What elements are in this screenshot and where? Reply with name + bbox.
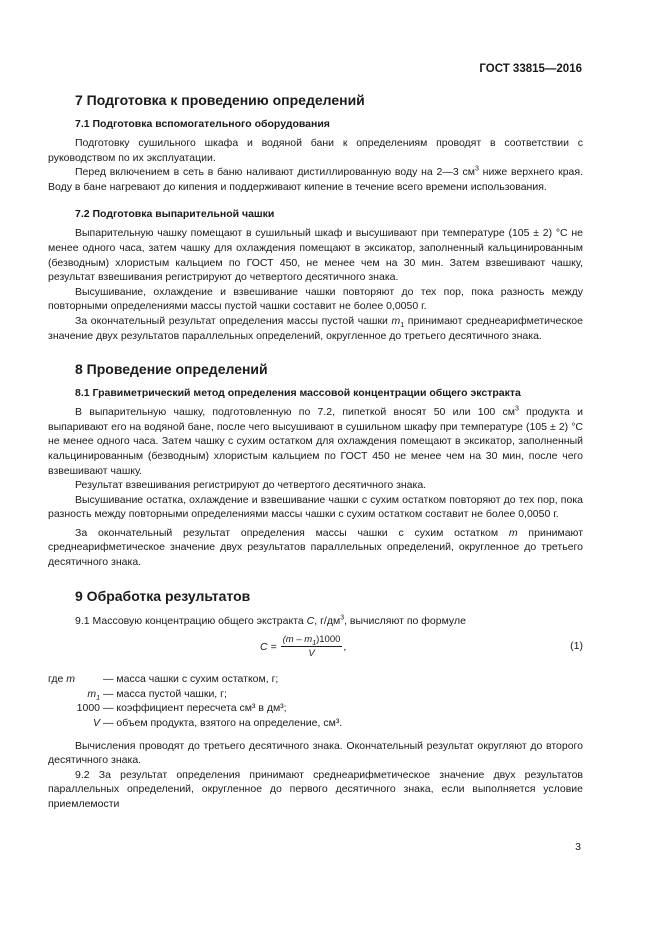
legend-row: 1000 — коэффициент пересчета см³ в дм³; xyxy=(76,702,287,715)
page-number: 3 xyxy=(575,841,581,853)
paragraph: Выпарительную чашку помещают в сушильный шкаф и высушивают при температуре (105 ± 2) °С не менее одного часа, затем чашку для охлаждения помещают в эксикатор, заполненный кальцинированным (безводным) хлористым кальцием по ГОСТ 450, не менее чем на 30 мин. Затем взвешивают чашку, результат взвешивания регистрируют до четвертого десятичного знака. xyxy=(48,227,583,284)
document-id: ГОСТ 33815—2016 xyxy=(479,63,582,75)
section-8-1-heading: 8.1 Гравиметрический метод определения массовой концентрации общего экстракта xyxy=(75,387,521,400)
legend-row: где m — масса чашки с сухим остатком, г; xyxy=(48,673,279,686)
formula-1: C = $\frac{(m - m_1)1000}{V}$ , (1) xyxy=(260,634,583,660)
page-body xyxy=(48,88,583,812)
legend-row: $m_1$ — масса пустой чашки, г; xyxy=(87,687,227,702)
formula-numerator: $(m - m_1)1000$ xyxy=(282,634,341,648)
paragraph: 9.1 Массовую концентрацию общего экстракта C, $г/дм^3$, вычисляют по формуле xyxy=(75,614,466,627)
legend-row: V — объем продукта, взятого на определение, см³. xyxy=(92,717,343,730)
section-7-2-heading: 7.2 Подготовка выпарительной чашки xyxy=(75,208,275,221)
equation-number: (1) xyxy=(570,640,583,653)
section-7-heading: 7 Подготовка к проведению определений xyxy=(75,92,365,108)
paragraph: Высушивание, охлаждение и взвешивание чашки повторяют до тех пор, пока разность между повторными определениями массы пустой чашки составит не более 0,0050 г. xyxy=(48,285,583,313)
symbol-legend xyxy=(48,672,583,730)
section-7-1-heading: 7.1 Подготовка вспомогательного оборудования xyxy=(75,118,330,130)
paragraph: За окончательный результат определения массы чашки с сухим остатком m принимают среднеарифметическое значение двух результатов параллельных определений, округленное до третьего десятичного знака. xyxy=(48,526,583,569)
paragraph: За окончательный результат определения массы пустой чашки $m_1$ принимают среднеарифметическое значение двух результатов параллельных определений, округленное до третьего десятичного знака. xyxy=(48,314,583,342)
formula-denominator: V xyxy=(308,648,315,660)
formula-lhs: C = xyxy=(260,640,277,653)
paragraph: Высушивание остатка, охлаждение и взвешивание чашки с сухим остатком повторяют до тех пор, пока разность между повторными определениями массы чашки с сухим остатком составит не более 0,0050 г. xyxy=(48,493,583,521)
paragraph: Вычисления проводят до третьего десятичного знака. Окончательный результат округляют до второго десятичного знака. xyxy=(48,739,583,767)
paragraph: Перед включением в сеть в баню наливают дистиллированную воду на 2—3 $см^3$ ниже верхнего края. Воду в бане нагревают до кипения и поддерживают кипение в течение всего времени использования. xyxy=(48,165,583,193)
paragraph: Результат взвешивания регистрируют до четвертого десятичного знака. xyxy=(75,479,427,492)
paragraph: Подготовку сушильного шкафа и водяной бани к определениям проводят в соответствии с руководством по их эксплуатации. xyxy=(48,137,583,164)
paragraph: В выпарительную чашку, подготовленную по 7.2, пипеткой вносят 50 или 100 $см^3$ продукта и выпаривают его на водяной бане, после чего высушивают в сушильном шкафу при температуре (105 ± 2) °С не менее одного часа. Затем чашку с сухим остатком для охлаждения помещают в эксикатор, заполненный кальцинированным (безводным) хлористым кальцием по ГОСТ 450 не менее чем на 30 мин, после чего взвешивают чашку. xyxy=(48,405,583,477)
paragraph: 9.2 За результат определения принимают среднеарифметическое значение двух результатов параллельных определений, округленное до первого десятичного знака, если выполняется условие приемлемости xyxy=(48,768,583,810)
section-9-heading: 9 Обработка результатов xyxy=(75,587,251,604)
section-8-heading: 8 Проведение определений xyxy=(75,361,268,378)
